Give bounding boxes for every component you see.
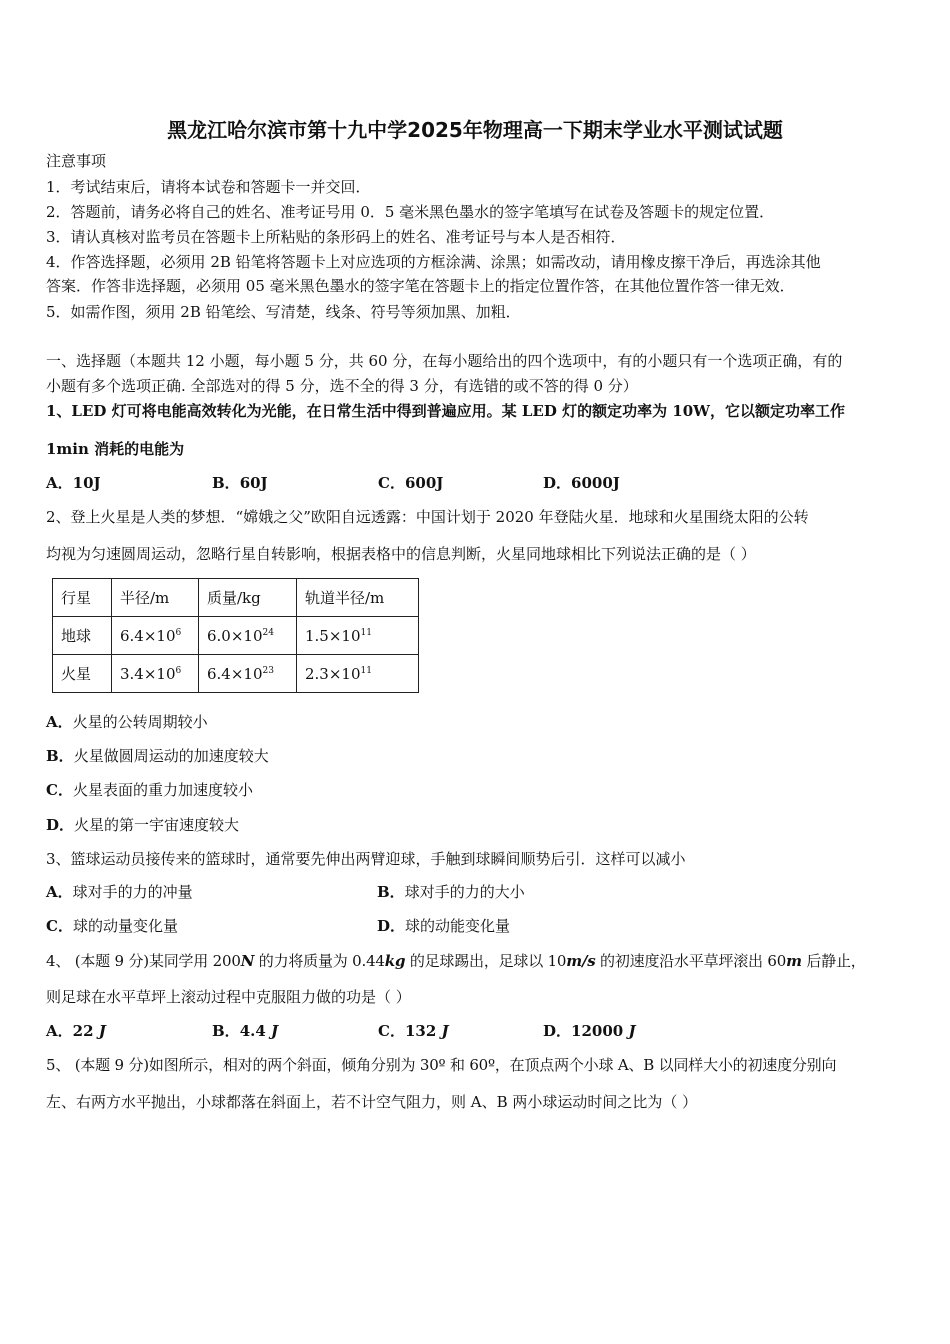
notice-item: 2．答题前，请务必将自己的姓名、准考证号用 0．5 毫米黑色墨水的签字笔填写在试卷及答题卡的规定位置．: [46, 203, 775, 221]
q1-option-d: [543, 473, 620, 493]
q2-option-a: [46, 712, 208, 732]
table-header: 轨道半径/m: [297, 579, 419, 617]
q4-option-a: A．22 J: [46, 1022, 106, 1040]
q2-option-c: [46, 780, 253, 800]
option-text: 火星表面的重力加速度较小: [72, 781, 253, 799]
q2-option-d: [46, 815, 239, 835]
notice-item: 5．如需作图，须用 2B 铅笔绘、写清楚，线条、符号等须加黑、加粗．: [46, 303, 521, 321]
q2-option-b: [46, 746, 269, 766]
q3-option-a: [46, 882, 193, 902]
question-1-line2: 1min 消耗的电能为: [46, 440, 185, 458]
table-row: [53, 617, 419, 655]
q3-option-b: [377, 882, 525, 902]
option-key: A．: [46, 1022, 73, 1040]
option-key: C．: [378, 474, 405, 492]
question-2-text: 2、登上火星是人类的梦想．“嫦娥之父”欧阳自远透露：中国计划于 2020 年登陆火星．地球和火星围绕太阳的公转: [46, 508, 809, 526]
option-key: B．: [212, 1022, 240, 1040]
option-key: B．: [212, 474, 240, 492]
option-key: D．: [46, 816, 75, 834]
table-header-row: [53, 579, 419, 617]
question-3-text: 3、篮球运动员接传来的篮球时，通常要先伸出两臂迎球，手触到球瞬间顺势后引．这样可以减小: [46, 850, 686, 868]
table-cell: $1.5\times 10^{11}$: [297, 617, 419, 655]
question-2-text: 均视为匀速圆周运动，忽略行星自转影响，根据表格中的信息判断，火星同地球相比下列说法正确的是（ ）: [46, 545, 756, 563]
table-cell: $3.4\times 10^6$: [112, 655, 199, 693]
option-key: A．: [46, 474, 73, 492]
question-4-text: 则足球在水平草坪上滚动过程中克服阻力做的功是（ ）: [46, 988, 411, 1006]
q1-option-c: [378, 473, 443, 493]
q4-option-c: C．132 J: [378, 1022, 449, 1040]
option-key: D．: [543, 474, 572, 492]
option-key: B．: [377, 883, 405, 901]
option-text: 60J: [239, 474, 268, 492]
notice-heading: 注意事项: [46, 152, 107, 170]
q1-option-a: [46, 473, 101, 493]
option-key: C．: [378, 1022, 405, 1040]
option-text: 6000J: [571, 474, 620, 492]
table-header: 行星: [53, 579, 112, 617]
question-5-text: 5、 (本题 9 分)如图所示，相对的两个斜面，倾角分别为 30º 和 60º，在顶点两个小球 A、B 以同样大小的初速度分别向: [46, 1056, 837, 1074]
table-cell: $6.0\times 10^{24}$: [199, 617, 297, 655]
option-key: D．: [377, 917, 406, 935]
question-1-text: [46, 439, 908, 459]
option-key: A．: [46, 713, 73, 731]
option-key: C．: [46, 917, 73, 935]
q4-option-b: B．4.4 J: [212, 1022, 279, 1040]
exam-title: 黑龙江哈尔滨市第十九中学2025年物理高一下期末学业水平测试试题: [167, 118, 783, 142]
option-text: 火星做圆周运动的加速度较大: [73, 747, 269, 765]
table-row: [53, 655, 419, 693]
option-text: 球的动量变化量: [72, 917, 178, 935]
option-text: 球的动能变化量: [405, 917, 511, 935]
notice-item: 4．作答选择题，必须用 2B 铅笔将答题卡上对应选项的方框涂满、涂黑；如需改动，请用橡皮擦干净后，再选涂其他: [46, 253, 821, 271]
option-text: 火星的公转周期较小: [72, 713, 208, 731]
q4-option-d: D．12000 J: [543, 1022, 636, 1040]
table-cell: $6.4\times 10^{23}$: [199, 655, 297, 693]
section-instructions: 小题有多个选项正确. 全部选对的得 5 分，选不全的得 3 分，有选错的或不答的得 0 分）: [46, 377, 638, 395]
notice-item: 答案．作答非选择题，必须用 05 毫米黑色墨水的签字笔在答题卡上的指定位置作答，在其他位置作答一律无效．: [46, 277, 795, 295]
question-1-text: 1、LED 灯可将电能高效转化为光能，在日常生活中得到普遍应用。某 LED 灯的额定功率为 10W，它以额定功率工作: [46, 402, 846, 420]
question-4-text: 4、 (本题 9 分)某同学用 200N 的力将质量为 0.44kg 的足球踢出，足球以 10m/s 的初速度沿水平草坪滚出 60m 后静止，: [46, 952, 866, 970]
option-key: C．: [46, 781, 73, 799]
planet-data-table: [52, 578, 419, 693]
q1-option-b: [212, 473, 268, 493]
table-cell: 火星: [53, 655, 112, 693]
table-header: 质量/kg: [199, 579, 297, 617]
option-text: 600J: [404, 474, 444, 492]
option-key: A．: [46, 883, 73, 901]
section-instructions: 一、选择题（本题共 12 小题，每小题 5 分，共 60 分，在每小题给出的四个选项中，有的小题只有一个选项正确，有的: [46, 352, 843, 370]
option-text: 球对手的力的冲量: [72, 883, 193, 901]
option-key: D．: [543, 1022, 572, 1040]
question-5-text: 左、右两方水平抛出，小球都落在斜面上，若不计空气阻力，则 A、B 两小球运动时间之比为（ ）: [46, 1093, 698, 1111]
option-text: 火星的第一宇宙速度较大: [74, 816, 240, 834]
option-text: 球对手的力的大小: [404, 883, 525, 901]
table-cell: $6.4\times 10^6$: [112, 617, 199, 655]
q3-option-c: [46, 916, 178, 936]
table-cell: 地球: [53, 617, 112, 655]
notice-item: 3．请认真核对监考员在答题卡上所粘贴的条形码上的姓名、准考证号与本人是否相符．: [46, 228, 626, 246]
table-header: 半径/m: [112, 579, 199, 617]
notice-item: 1．考试结束后，请将本试卷和答题卡一并交回．: [46, 178, 371, 196]
q3-option-d: [377, 916, 510, 936]
table-cell: $2.3\times 10^{11}$: [297, 655, 419, 693]
option-text: 10J: [72, 474, 101, 492]
option-key: B．: [46, 747, 74, 765]
